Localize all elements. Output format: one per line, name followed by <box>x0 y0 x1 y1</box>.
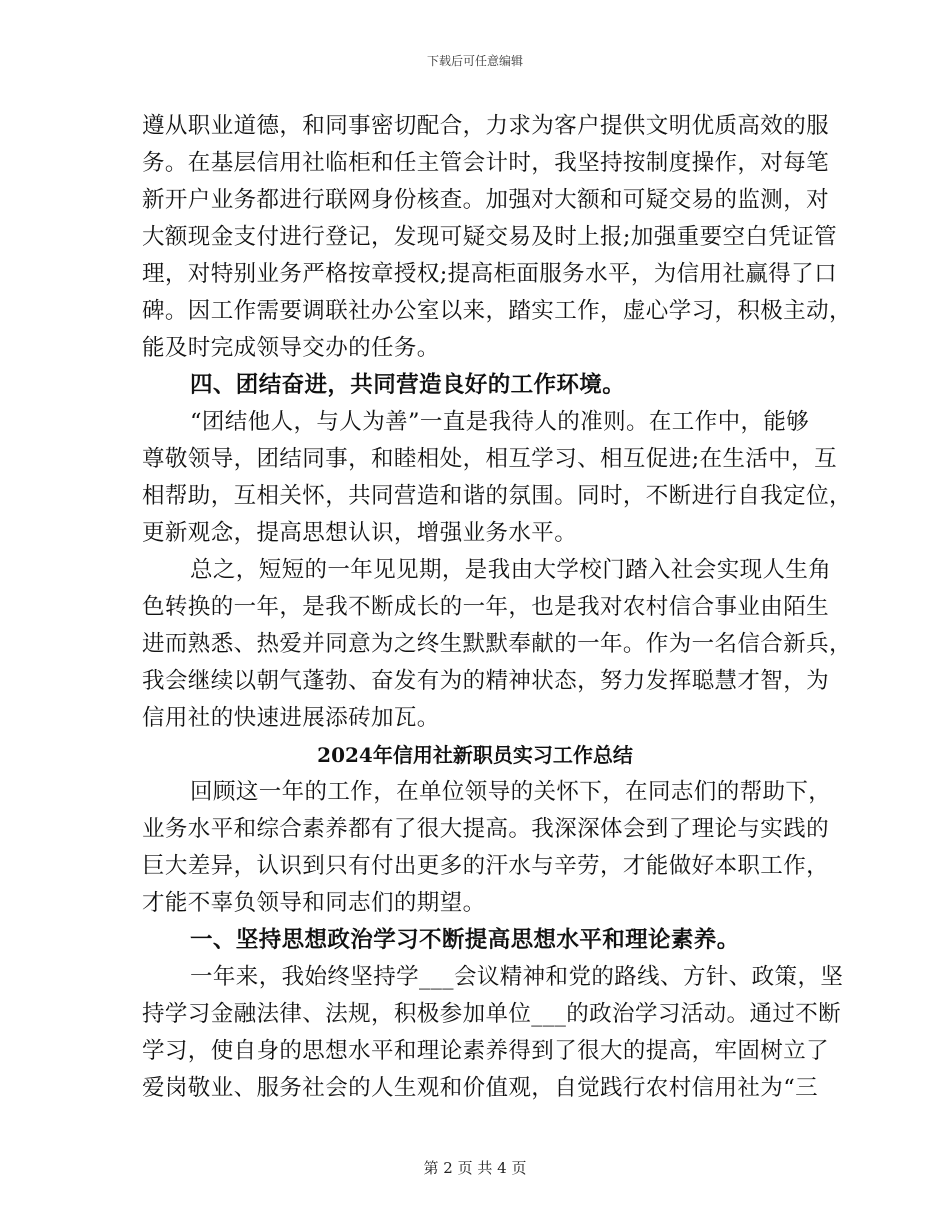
paragraph-line: 尊敬领导，团结同事，和睦相处，相互学习、相互促进;在生活中，互 <box>142 446 837 472</box>
section-heading: 四、团结奋进，共同营造良好的工作环境。 <box>190 372 626 398</box>
paragraph-line: 新开户业务都进行联网身份核查。加强对大额和可疑交易的监测，对 <box>142 187 830 213</box>
section-heading: 一、坚持思想政治学习不断提高思想水平和理论素养。 <box>190 927 740 953</box>
document-title: 2024年信用社新职员实习工作总结 <box>317 743 633 767</box>
paragraph-line: 理，对特别业务严格按章授权;提高柜面服务水平，为信用社赢得了口 <box>142 261 837 287</box>
paragraph-line: 碑。因工作需要调联社办公室以来，踏实工作，虚心学习，积极主动， <box>142 298 852 324</box>
paragraph-line: “团结他人，与人为善”一直是我待人的准则。在工作中，能够 <box>190 409 810 435</box>
paragraph-line: 进而熟悉、热爱并同意为之终生默默奉献的一年。作为一名信合新兵， <box>142 631 852 657</box>
paragraph-line: 更新观念，提高思想认识，增强业务水平。 <box>142 520 578 546</box>
paragraph-line: 业务水平和综合素养都有了很大提高。我深深体会到了理论与实践的 <box>142 816 830 842</box>
paragraph-line: 色转换的一年，是我不断成长的一年，也是我对农村信合事业由陌生 <box>142 594 830 620</box>
paragraph-line: 总之，短短的一年见见期，是我由大学校门踏入社会实现人生角 <box>190 557 832 583</box>
paragraph-line: 我会继续以朝气蓬勃、奋发有为的精神状态，努力发挥聪慧才智，为 <box>142 668 830 694</box>
paragraph-line: 巨大差异，认识到只有付出更多的汗水与辛劳，才能做好本职工作， <box>142 853 830 879</box>
paragraph-line: 大额现金支付进行登记，发现可疑交易及时上报;加强重要空白凭证管 <box>142 224 837 250</box>
paragraph-line: 持学习金融法律、法规，积极参加单位___的政治学习活动。通过不断 <box>142 1001 842 1027</box>
paragraph-line: 才能不辜负领导和同志们的期望。 <box>142 890 486 916</box>
document-body <box>142 108 852 1107</box>
paragraph-line: 相帮助，互相关怀，共同营造和谐的氛围。同时，不断进行自我定位， <box>142 483 852 509</box>
paragraph-line: 回顾这一年的工作，在单位领导的关怀下，在同志们的帮助下， <box>190 779 832 805</box>
paragraph-line: 能及时完成领导交办的任务。 <box>142 335 440 361</box>
paragraph-line: 遵从职业道德，和同事密切配合，力求为客户提供文明优质高效的服 <box>142 113 830 139</box>
paragraph-line: 学习，使自身的思想水平和理论素养得到了很大的提高，牢固树立了 <box>142 1038 830 1064</box>
paragraph-line: 爱岗敬业、服务社会的人生观和价值观，自觉践行农村信用社为“三 <box>142 1075 819 1101</box>
page-header: 下载后可任意编辑 <box>426 54 523 68</box>
paragraph-line: 务。在基层信用社临柜和任主管会计时，我坚持按制度操作，对每笔 <box>142 150 830 176</box>
page-number: 第 2 页 共 4 页 <box>423 1159 527 1177</box>
paragraph-line: 信用社的快速进展添砖加瓦。 <box>142 705 440 731</box>
paragraph-line: 一年来，我始终坚持学___会议精神和党的路线、方针、政策，坚 <box>190 964 844 990</box>
